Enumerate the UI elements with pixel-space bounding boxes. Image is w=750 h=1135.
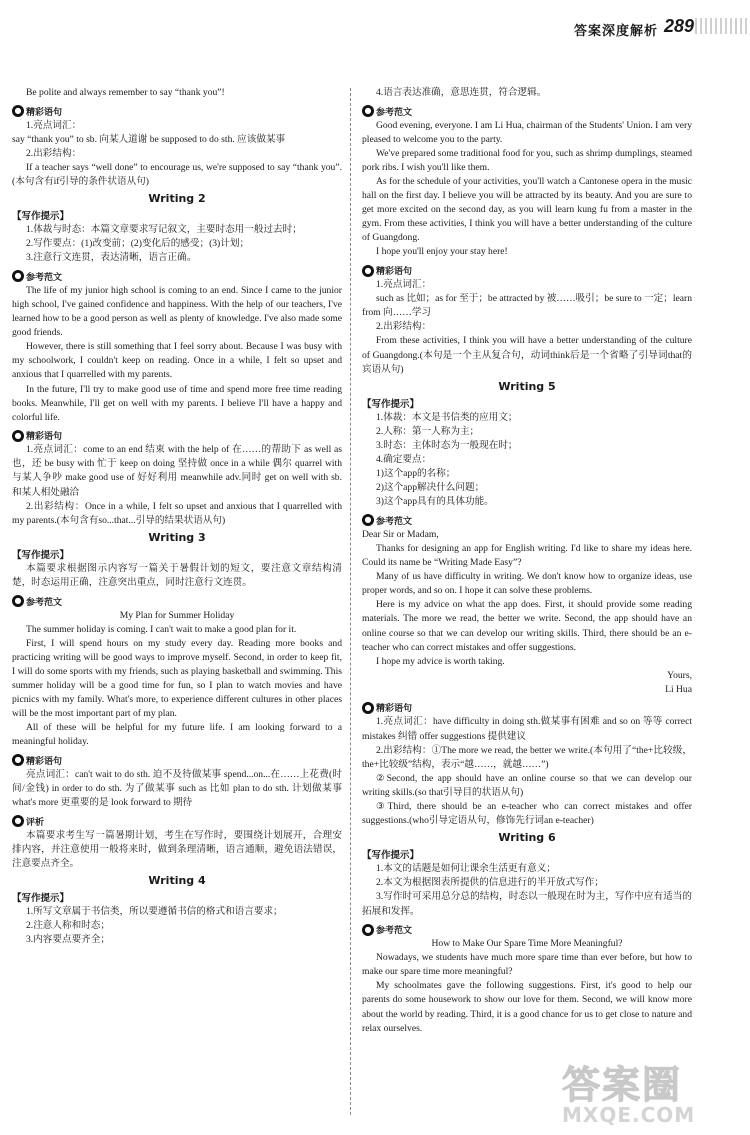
section-badge	[362, 701, 412, 714]
paragraph: 3.时态：主体时态为一般现在时；	[376, 439, 518, 451]
paragraph: Many of us have difficulty in writing. We don't know how to organize ideas, use proper words, and so on. I hope it can solve these problems.	[362, 571, 692, 597]
badge-label: 精彩语句	[26, 107, 63, 118]
paragraph: 4.语言表达准确，意思连贯，符合逻辑。	[376, 87, 547, 98]
badge-label: 评析	[26, 817, 45, 828]
badge-icon: ●	[12, 595, 24, 607]
section-badge	[362, 923, 412, 936]
paragraph: The summer holiday is coming. I can't wait to make a good plan for it.	[26, 623, 297, 635]
section-title: Writing 6	[498, 831, 556, 845]
badge-icon: ●	[12, 430, 24, 442]
paragraph: 2.出彩结构：①The more we read, the better we write.(本句用了“the+比较级，the+比较级”结构，表示“越……，就越……”)	[362, 744, 692, 770]
badge-icon: ●	[12, 270, 24, 282]
badge-icon: ●	[362, 105, 374, 117]
paragraph: such as 比如；as for 至于；be attracted by 被……吸引；be sure to 一定；learn from 向……学习	[362, 293, 692, 319]
paragraph: 4.确定要点：	[376, 453, 432, 465]
section-badge	[362, 514, 412, 527]
badge-icon: ●	[12, 754, 24, 766]
paragraph: 2.出彩结构：	[376, 321, 432, 333]
section-badge	[12, 270, 62, 283]
paragraph: ②Second, the app should have an online course so that we can develop our writing skills.(so that引导目的状语从句)	[362, 772, 692, 798]
paragraph: Good evening, everyone. I am Li Hua, chairman of the Students' Union. I am very pleased to welcome you to the party.	[362, 119, 692, 145]
writing-tips-heading: 【写作提示】	[362, 398, 420, 410]
writing-tips-heading: 【写作提示】	[362, 850, 420, 862]
paragraph: My Plan for Summer Holiday	[119, 609, 235, 621]
paragraph: 1.本文的话题是如何让课余生活更有意义；	[376, 863, 556, 875]
paragraph: 2.出彩结构：	[26, 147, 82, 159]
paragraph: 3.注意行文连贯，表达清晰，语言正确。	[26, 252, 197, 264]
section-badge	[12, 105, 62, 118]
paragraph: 1.体裁：本文是书信类的应用文；	[376, 411, 518, 423]
watermark-url: MXQE.COM	[562, 1103, 696, 1127]
paragraph: Yours,	[667, 669, 692, 681]
paragraph: We've prepared some traditional food for you, such as shrimp dumplings, steamed pork ribs. I wish you'll like them.	[362, 147, 692, 173]
paragraph: Thanks for designing an app for English writing. I'd like to share my ideas here. Could its name be “Writing Made Easy”?	[362, 542, 692, 569]
writing-tips-heading: 【写作提示】	[12, 211, 70, 223]
page-header	[0, 0, 750, 40]
paragraph: How to Make Our Spare Time More Meaningful?	[431, 938, 623, 950]
paragraph: The life of my junior high school is coming to an end. Since I came to the junior high school, I've gained confidence and happiness. With the help of our teachers, I've learned how to be a good person as well as plenty of knowledge. I've also made some good friends.	[12, 284, 342, 339]
paragraph: All of these will be helpful for my future life. I am looking forward to a meaningful holiday.	[12, 722, 342, 748]
header-decoration	[695, 18, 750, 34]
paragraph: 1.亮点词汇：	[26, 119, 82, 131]
badge-icon: ●	[12, 815, 24, 827]
badge-label: 参考范文	[26, 272, 63, 283]
paragraph: 本篇要求考生写一篇暑期计划，考生在写作时，要围绕计划展开，合理安排内容，并注意使用一般将来时，做到条理清晰，语言通顺，避免语法错误，注意要点齐全。	[12, 829, 342, 869]
paragraph: Dear Sir or Madam,	[362, 528, 439, 540]
paragraph: Be polite and always remember to say “thank you”!	[26, 87, 225, 98]
right-column	[362, 86, 692, 1135]
paragraph: ③Third, there should be an e-teacher who can correct mistakes and offer suggestions.(who引导定语从句，修饰先行词an e-teacher)	[362, 801, 692, 827]
badge-label: 参考范文	[26, 597, 63, 608]
left-column	[12, 86, 342, 1135]
paragraph: If a teacher says “well done” to encourage us, we're supposed to say “thank you”.(本句含有if引导的条件状语从句)	[12, 161, 342, 187]
section-title: Writing 5	[498, 379, 556, 393]
paragraph: I hope you'll enjoy your stay here!	[376, 246, 508, 258]
paragraph: Here is my advice on what the app does. First, it should provide some reading materials. The more we read, the better we write. Second, the app should have an online course so that we can develop our writing skills. Third, there should be an e-teacher who can correct mistakes and offer suggestions.	[362, 599, 692, 653]
badge-icon: ●	[362, 514, 374, 526]
paragraph: 2.出彩结构：Once in a while, I felt so upset and anxious that I quarrelled with my parents.(本句含有so...that...引导的结果状语从句)	[12, 500, 342, 526]
paragraph: 2)这个app解决什么问题；	[376, 482, 485, 494]
badge-label: 参考范文	[376, 516, 413, 527]
column-divider	[350, 88, 351, 1115]
paragraph: 1.亮点词汇：	[376, 279, 432, 291]
watermark	[562, 1065, 742, 1127]
badge-label: 参考范文	[376, 107, 413, 118]
paragraph: 2.本文为根据图表所提供的信息进行的半开放式写作；	[376, 877, 604, 889]
paragraph: I hope my advice is worth taking.	[376, 655, 505, 667]
badge-icon: ●	[362, 924, 374, 936]
badge-icon: ●	[362, 265, 374, 277]
badge-label: 精彩语句	[26, 756, 63, 767]
section-badge	[362, 105, 412, 118]
section-title: Writing 3	[148, 530, 206, 544]
paragraph: As for the schedule of your activities, you'll watch a Cantonese opera in the music hall on the first day. I believe you will be attracted by its beauty. And you are sure to get more excited on the second day, as you will learn kung fu from a master in the gym. From these activities, I think you will have a better understanding of the culture of Guangdong.	[362, 175, 692, 244]
paragraph: say “thank you” to sb. 向某人道谢 be supposed to do sth. 应该做某事	[12, 133, 286, 145]
paragraph: From these activities, I think you will have a better understanding of the culture of Guangdong.(本句是一个主从复合句，动词think后是一个省略了引导词that的宾语从句)	[362, 335, 692, 375]
paragraph: 1.亮点词汇：come to an end 结束 with the help of 在……的帮助下 as well as 也，还 be busy with 忙于 keep on doing 坚持做 once in a while 偶尔 quarrel with 与某人争吵 make good use of 好好利用 meanwhile adv.同时 get on well with sb. 和某人相处融洽	[12, 444, 342, 498]
section-badge	[12, 429, 62, 442]
writing-tips-heading: 【写作提示】	[12, 549, 70, 561]
badge-label: 精彩语句	[26, 432, 63, 443]
section-title: Writing 2	[148, 192, 206, 206]
header-title: 答案深度解析	[573, 24, 658, 39]
paragraph: Li Hua	[665, 683, 692, 695]
badge-icon: ●	[12, 105, 24, 117]
writing-tips-heading: 【写作提示】	[12, 893, 70, 905]
paragraph: 3.内容要点要齐全；	[26, 934, 110, 946]
badge-label: 精彩语句	[376, 267, 413, 278]
section-badge	[12, 595, 62, 608]
paragraph: 本篇要求根据图示内容写一篇关于暑假计划的短文，要注意文章结构清楚，时态运用正确，注意突出重点，同时注意行文连贯。	[12, 562, 342, 588]
badge-label: 精彩语句	[376, 704, 413, 715]
paragraph: 1.体裁与时态：本篇文章要求写记叙文，主要时态用一般过去时；	[26, 224, 302, 236]
section-badge	[12, 754, 62, 767]
paragraph: 亮点词汇：can't wait to do sth. 迫不及待做某事 spend...on...在……上花费(时间/金钱) in order to do sth. 为了做某事 such as 比如 plan to do sth. 计划做某事 what's more 更重要的是 look forward to 期待	[12, 768, 342, 809]
paragraph: 2.注意人称和时态；	[26, 920, 110, 932]
section-badge	[362, 264, 412, 277]
section-title: Writing 4	[148, 874, 206, 888]
paragraph: 2.写作要点：(1)改变前；(2)变化后的感受；(3)计划；	[26, 238, 250, 250]
badge-label: 参考范文	[376, 926, 413, 937]
paragraph: 1.亮点词汇：have difficulty in doing sth.做某事有困难 and so on 等等 correct mistakes 纠错 offer suggestions 提供建议	[362, 716, 692, 742]
paragraph: However, there is still something that I feel sorry about. Because I was busy with my schoolwork, I couldn't keep on reading. Once in a while, I felt so upset and anxious that I quarrelled with my parents.	[12, 341, 342, 381]
paragraph: 3)这个app具有的具体功能。	[376, 496, 494, 508]
paragraph: 1.所写文章属于书信类，所以要遵循书信的格式和语言要求；	[26, 906, 283, 918]
section-badge	[12, 815, 44, 828]
paragraph: My schoolmates gave the following suggestions. First, it's good to help our parents do some housework to show our love for them. Second, we will know more about the world by reading. Third, it is a good chance for us to get close to nature and relax ourselves.	[362, 980, 692, 1034]
paragraph: 3.写作时可采用总分总的结构，时态以一般现在时为主，写作中应有适当的拓展和发挥。	[362, 891, 692, 917]
paragraph: 2.人称：第一人称为主；	[376, 425, 480, 437]
paragraph: 1)这个app的名称；	[376, 468, 456, 480]
page-number: 289	[663, 16, 694, 36]
paragraph: Nowadays, we students have much more spare time than ever before, but how to make our spare time more meaningful?	[362, 952, 692, 978]
paragraph: In the future, I'll try to make good use of time and spend more free time reading books. Meanwhile, I'll get on well with my parents. I believe I'll have a happy and colorful life.	[12, 383, 342, 423]
watermark-logo: 答案圈	[562, 1063, 683, 1107]
badge-icon: ●	[362, 702, 374, 714]
paragraph: First, I will spend hours on my study every day. Reading more books and practicing writing will be good ways to improve myself. Second, in order to keep fit, I will do some sports with my friends, such as playing basketball and swimming. This summer holiday will be a good time for fun, so I plan to watch movies and have picnics with my family. What's more, to experience different cultures in other places will be the most important part of my plan.	[12, 637, 342, 720]
